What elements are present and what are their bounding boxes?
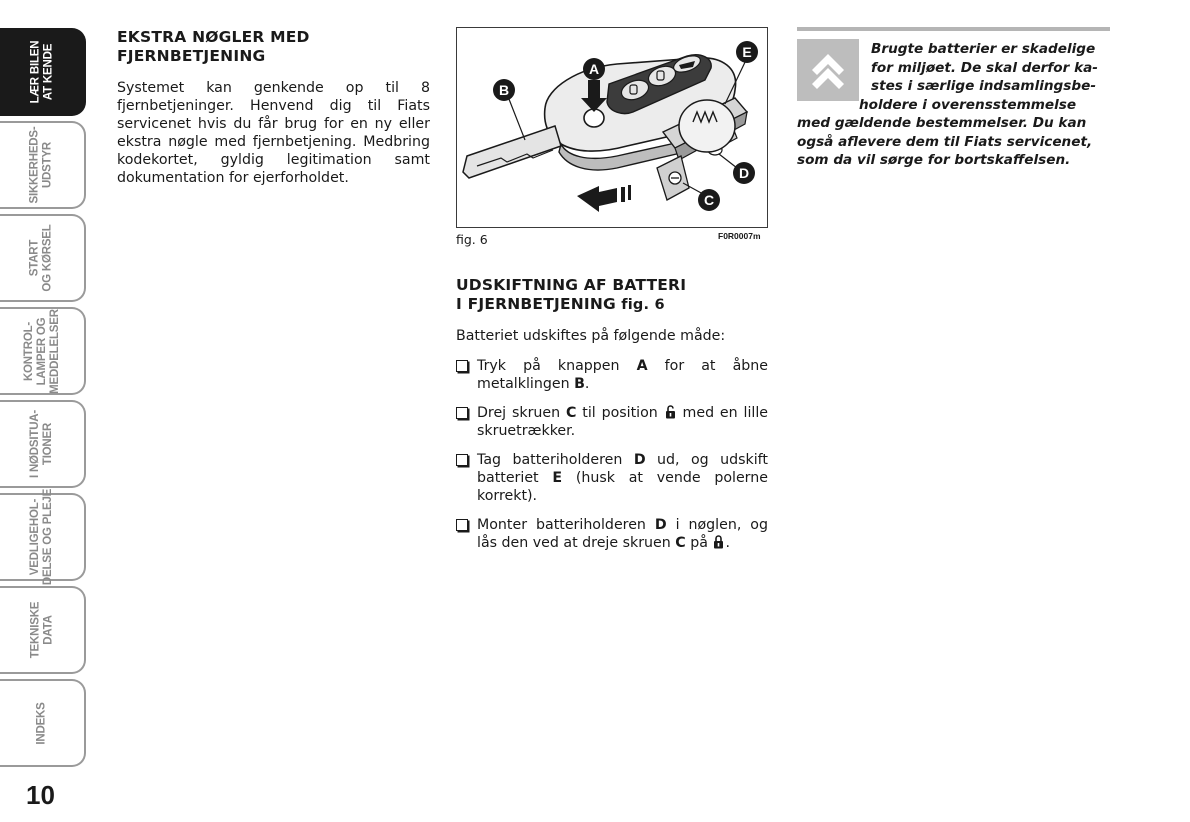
tab-label: VEDLIGEHOL- DELSE OG PLEJE xyxy=(29,488,55,586)
tab-label: I NØDSITUA- TIONER xyxy=(28,409,54,479)
tab-laer-bilen-at-kende[interactable] xyxy=(0,28,86,116)
bullet-box-icon xyxy=(456,407,468,419)
list-item: Tag batteriholderen D ud, og udskift batteriet E (husk at vende polerne korrekt). xyxy=(456,451,768,505)
environment-note xyxy=(797,27,1110,168)
bullet-box-icon xyxy=(456,519,468,531)
tab-kontrollamper-og-meddelelser[interactable] xyxy=(0,307,86,395)
svg-text:C: C xyxy=(703,192,715,208)
section-heading: UDSKIFTNING AF BATTERI I FJERNBETJENING fig. 6 xyxy=(456,276,687,313)
callout-c xyxy=(698,189,720,211)
tab-label: START OG KØRSEL xyxy=(29,224,54,292)
tab-label: INDEKS xyxy=(35,701,48,745)
figure-code: F0R0007m xyxy=(718,231,761,241)
key-battery-figure xyxy=(456,27,768,228)
tab-label: SIKKERHEDS- UDSTYR xyxy=(29,126,54,204)
slide-direction-arrow xyxy=(577,186,617,212)
key-illustration xyxy=(457,28,766,226)
page-number: 10 xyxy=(26,780,55,810)
section-intro: Batteriet udskiftes på følgende måde: xyxy=(456,328,726,344)
tab-sikkerhedsudstyr[interactable] xyxy=(0,121,86,209)
note-text: Brugte batterier er skadelige for miljøet. De skal derfor ka- stes i særlige indsamlingsbe- holdere i overensstemmelse med gældende bestemmelser. Du kan også aflevere dem til Fiats servicenet, som da vil sørge for bortskaffelsen. xyxy=(797,41,1098,168)
tab-label: KONTROL- LAMPER OG MEDDELELSER xyxy=(22,308,61,394)
tab-indeks[interactable] xyxy=(0,679,86,767)
svg-text:D: D xyxy=(738,165,750,181)
figure-caption: fig. 6 xyxy=(456,232,488,247)
callout-b xyxy=(493,79,515,101)
tab-i-nodsituationer[interactable] xyxy=(0,400,86,488)
slide-direction-arrow xyxy=(628,185,631,200)
callout-d xyxy=(733,162,755,184)
tab-label: LÆR BILEN AT KENDE xyxy=(28,40,54,104)
slide-direction-arrow xyxy=(621,187,625,202)
metal-blade xyxy=(463,126,561,178)
callout-e xyxy=(736,41,758,63)
svg-text:E: E xyxy=(742,44,752,60)
note-rule xyxy=(797,27,1110,31)
battery xyxy=(679,100,735,152)
locked-padlock-icon xyxy=(713,535,724,549)
unlocked-padlock-icon xyxy=(665,405,676,419)
tab-vedligeholdelse-og-pleje[interactable] xyxy=(0,488,86,586)
section-extra-keys xyxy=(117,28,430,187)
section-heading: EKSTRA NØGLER MED FJERNBETJENING xyxy=(117,28,310,65)
tab-label: TEKNISKE DATA xyxy=(28,601,54,659)
callout-line xyxy=(507,94,525,140)
bullet-box-icon xyxy=(456,454,468,466)
callout-line xyxy=(719,154,737,168)
section-battery-replacement xyxy=(456,276,768,563)
list-item: Monter batteriholderen D i nøglen, og lås den ved at dreje skruen C på . xyxy=(456,516,768,552)
step-list xyxy=(456,357,768,552)
tab-tekniske-data[interactable] xyxy=(0,586,86,674)
list-item: Tryk på knappen A for at åbne metalklingen B. xyxy=(456,357,768,393)
callout-a xyxy=(583,58,605,80)
tab-start-og-korsel[interactable] xyxy=(0,214,86,302)
list-item: Drej skruen C til position med en lille skruetrækker. xyxy=(456,404,768,440)
bullet-box-icon xyxy=(456,360,468,372)
section-body: Systemet kan genkende op til 8 fjernbetjeninger. Henvend dig til Fiats servicenet hvis du får brug for en ny eller ekstra nøgle med fjernbetjening. Medbring kodekortet, gyldig legitimation samt dokumentation for ejerforholdet. xyxy=(117,80,430,186)
svg-text:A: A xyxy=(588,61,600,77)
svg-text:B: B xyxy=(498,82,510,98)
